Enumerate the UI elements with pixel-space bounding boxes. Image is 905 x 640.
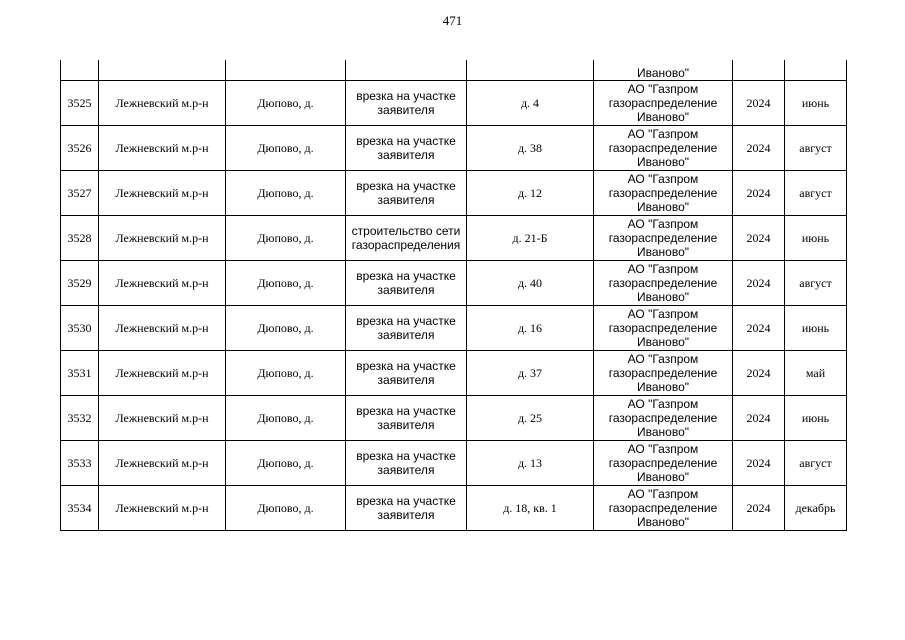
table-row xyxy=(61,171,847,216)
cell-address: д. 16 xyxy=(467,306,594,351)
cell-organization: АО "Газпром газораспределение Иваново" xyxy=(594,171,733,216)
cell-month: июнь xyxy=(785,396,847,441)
cell-year: 2024 xyxy=(733,396,785,441)
cell-num: 3526 xyxy=(61,126,99,171)
table-row xyxy=(61,486,847,531)
cell-year: 2024 xyxy=(733,306,785,351)
cell-address: д. 13 xyxy=(467,441,594,486)
cell-address: д. 38 xyxy=(467,126,594,171)
cell-work: врезка на участке заявителя xyxy=(346,396,467,441)
cell-settlement: Дюпово, д. xyxy=(226,441,346,486)
cell-num: 3532 xyxy=(61,396,99,441)
cell-district: Лежневский м.р-н xyxy=(99,306,226,351)
cell-settlement: Дюпово, д. xyxy=(226,396,346,441)
cell-district: Лежневский м.р-н xyxy=(99,396,226,441)
cell-address: д. 12 xyxy=(467,171,594,216)
table-row xyxy=(61,351,847,396)
cell-address: д. 25 xyxy=(467,396,594,441)
cell-num: 3527 xyxy=(61,171,99,216)
cell-year: 2024 xyxy=(733,486,785,531)
cell-district xyxy=(99,60,226,81)
table-row xyxy=(61,81,847,126)
cell-district: Лежневский м.р-н xyxy=(99,486,226,531)
cell-organization: АО "Газпром газораспределение Иваново" xyxy=(594,81,733,126)
cell-month: август xyxy=(785,261,847,306)
cell-work: врезка на участке заявителя xyxy=(346,441,467,486)
cell-settlement: Дюпово, д. xyxy=(226,171,346,216)
cell-district: Лежневский м.р-н xyxy=(99,126,226,171)
cell-organization: АО "Газпром газораспределение Иваново" xyxy=(594,261,733,306)
cell-settlement: Дюпово, д. xyxy=(226,351,346,396)
cell-month: август xyxy=(785,126,847,171)
cell-organization: АО "Газпром газораспределение Иваново" xyxy=(594,306,733,351)
cell-year: 2024 xyxy=(733,216,785,261)
cell-settlement: Дюпово, д. xyxy=(226,126,346,171)
cell-work: врезка на участке заявителя xyxy=(346,126,467,171)
table-row xyxy=(61,126,847,171)
page-number: 471 xyxy=(442,13,463,28)
cell-month: август xyxy=(785,171,847,216)
cell-num: 3531 xyxy=(61,351,99,396)
cell-year: 2024 xyxy=(733,81,785,126)
cell-organization: АО "Газпром газораспределение Иваново" xyxy=(594,126,733,171)
cell-organization: АО "Газпром газораспределение Иваново" xyxy=(594,216,733,261)
gasification-table xyxy=(60,60,847,531)
cell-year: 2024 xyxy=(733,171,785,216)
cell-address: д. 18, кв. 1 xyxy=(467,486,594,531)
table-row xyxy=(61,306,847,351)
cell-year: 2024 xyxy=(733,351,785,396)
cell-district: Лежневский м.р-н xyxy=(99,216,226,261)
cell-address: д. 37 xyxy=(467,351,594,396)
cell-work: врезка на участке заявителя xyxy=(346,351,467,396)
cell-year: 2024 xyxy=(733,441,785,486)
cell-work xyxy=(346,60,467,81)
cell-settlement: Дюпово, д. xyxy=(226,261,346,306)
cell-year: 2024 xyxy=(733,261,785,306)
cell-month: июнь xyxy=(785,306,847,351)
cell-organization: АО "Газпром газораспределение Иваново" xyxy=(594,441,733,486)
cell-district: Лежневский м.р-н xyxy=(99,441,226,486)
cell-work: врезка на участке заявителя xyxy=(346,486,467,531)
cell-settlement: Дюпово, д. xyxy=(226,306,346,351)
cell-num: 3533 xyxy=(61,441,99,486)
cell-num: 3525 xyxy=(61,81,99,126)
cell-work: строительство сети газораспределения xyxy=(346,216,467,261)
table-row xyxy=(61,261,847,306)
cell-address xyxy=(467,60,594,81)
cell-month: декабрь xyxy=(785,486,847,531)
cell-district: Лежневский м.р-н xyxy=(99,81,226,126)
cell-settlement: Дюпово, д. xyxy=(226,486,346,531)
cell-month: июнь xyxy=(785,81,847,126)
cell-district: Лежневский м.р-н xyxy=(99,171,226,216)
table-row xyxy=(61,396,847,441)
cell-district: Лежневский м.р-н xyxy=(99,351,226,396)
cell-work: врезка на участке заявителя xyxy=(346,306,467,351)
cell-num: 3529 xyxy=(61,261,99,306)
table-row xyxy=(61,441,847,486)
continued-row xyxy=(61,60,847,81)
cell-work: врезка на участке заявителя xyxy=(346,81,467,126)
cell-settlement xyxy=(226,60,346,81)
cell-address: д. 4 xyxy=(467,81,594,126)
cell-organization: АО "Газпром газораспределение Иваново" xyxy=(594,351,733,396)
cell-month: май xyxy=(785,351,847,396)
cell-organization: АО "Газпром газораспределение Иваново" xyxy=(594,486,733,531)
cell-month xyxy=(785,60,847,81)
cell-settlement: Дюпово, д. xyxy=(226,216,346,261)
cell-month: август xyxy=(785,441,847,486)
cell-settlement: Дюпово, д. xyxy=(226,81,346,126)
cell-num: 3528 xyxy=(61,216,99,261)
cell-address: д. 21-Б xyxy=(467,216,594,261)
cell-work: врезка на участке заявителя xyxy=(346,261,467,306)
cell-num: 3530 xyxy=(61,306,99,351)
cell-month: июнь xyxy=(785,216,847,261)
cell-address: д. 40 xyxy=(467,261,594,306)
cell-year: 2024 xyxy=(733,126,785,171)
cell-num: 3534 xyxy=(61,486,99,531)
cell-district: Лежневский м.р-н xyxy=(99,261,226,306)
table-row xyxy=(61,216,847,261)
cell-organization: Иваново" xyxy=(594,60,733,81)
cell-organization: АО "Газпром газораспределение Иваново" xyxy=(594,396,733,441)
cell-year xyxy=(733,60,785,81)
cell-num xyxy=(61,60,99,81)
cell-work: врезка на участке заявителя xyxy=(346,171,467,216)
